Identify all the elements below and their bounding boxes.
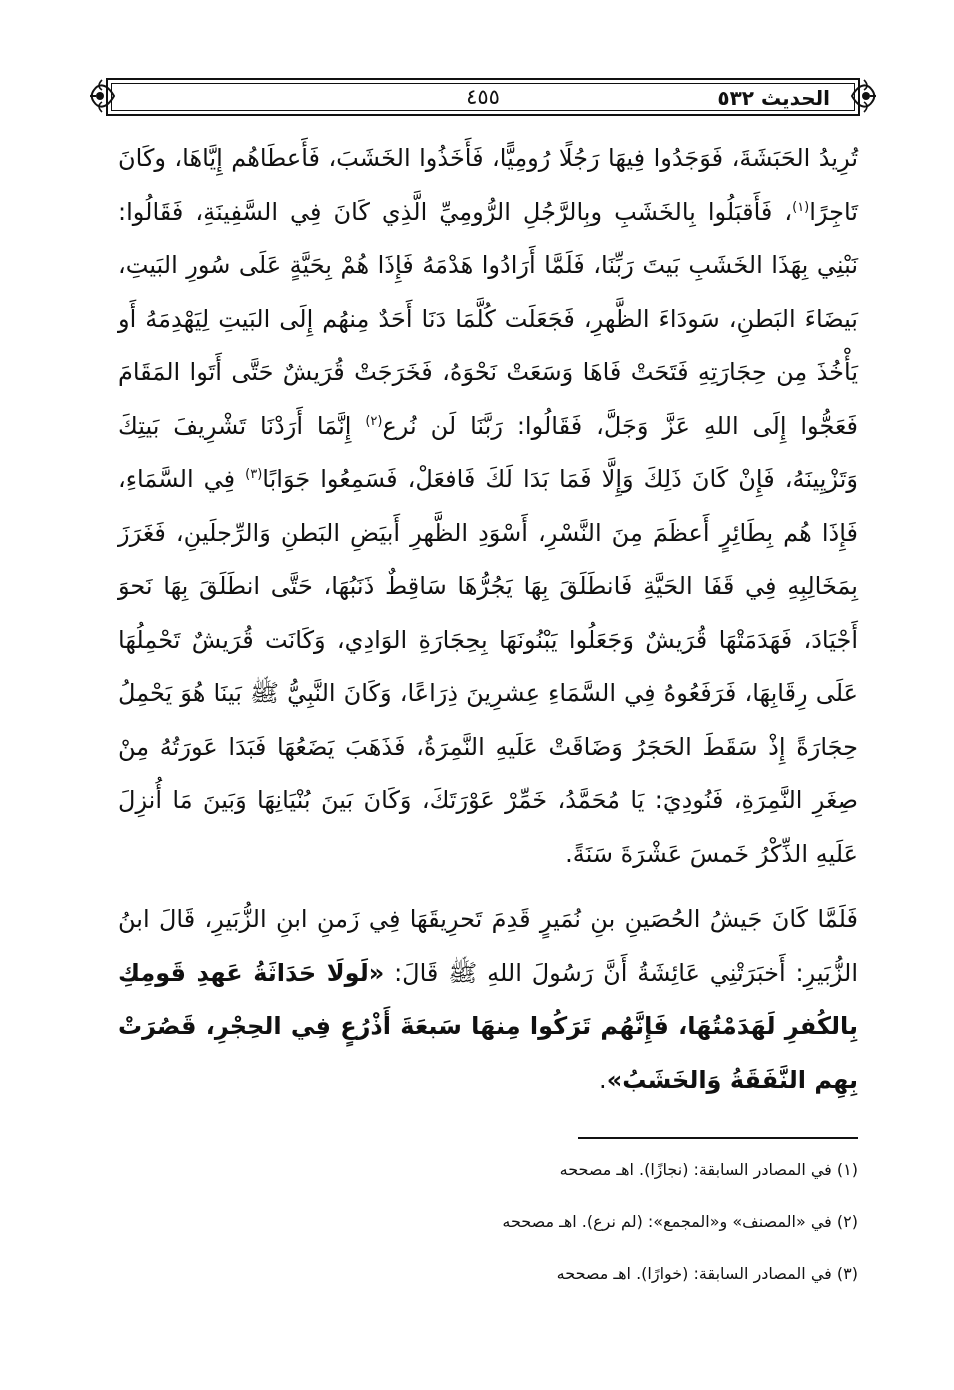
text-run: فَلَمَّا كَانَ جَيشُ الحُصَينِ بنِ نُمَيرٍ قَدِمَ تَحرِيقَهَا فِي زَمنِ ابنِ الزُّبَيرِ، قَالَ ابنُ الزُّبَيرِ: أَخبَرَتْنِي عَائِشَةُ أَنَّ رَسُولَ اللهِ ﷺ قَالَ: — [118, 905, 858, 987]
text-run: فِي السَّمَاءِ، فَإِذَا هُم بِطَائِرٍ أَعظَمَ مِنَ النَّسْرِ، أَسْوَدِ الظَّهرِ أَبيَضِ البَطنِ وَالرِّجلَينِ، فَغَرَزَ بِمَخَالِبِهِ فِي قَفَا الحَيَّةِ فَانطَلَقَ بِهَا يَجُرُّهَا سَاقِطٌ ذَنَبُهَا، حَتَّى انطَلَقَ بِهَا نَحوَ أَجْيَادَ، فَهَدَمَتْهَا قُرَيشٌ وَجَعَلُوا يَبْنُونَهَا بِحِجَارَةِ الوَادِي، وَكَانَت قُرَيشٌ تَحْمِلُهَا عَلَى رِقَابِهَا، فَرَفَعُوهُ فِي السَّمَاءِ عِشرِينَ ذِرَاعًا، وَكَانَ النَّبِيُّ ﷺ بَينَا هُوَ يَحْمِلُ حِجَارَةً إِذْ سَقَطَ الحَجَرُ وَضَاقَتْ عَلَيهِ النَّمِرَةُ، فَذَهَبَ يَضَعُهَا فَبَدَا عَورَتُهُ مِنْ صِغَرِ النَّمِرَةِ، فَنُودِيَ: يَا مُحَمَّدُ، خَمِّرْ عَوْرَتَكَ، وَكَانَ بَينَ بُنْيَانِهَا وَبَينَ مَا أُنزِلَ عَلَيهِ الذِّكْرُ خَمسَ عَشْرَةَ سَنَةً. — [118, 465, 858, 868]
footnote-2: (٢) في «المصنف» و«المجمع»: (لم نرع). اهـ مصححه — [502, 1212, 858, 1231]
page-number: ٤٥٥ — [466, 85, 500, 109]
text-run: . — [599, 1065, 607, 1094]
paragraph-2 — [118, 893, 858, 1107]
hadith-title: الحديث ٥٣٢ — [717, 86, 830, 110]
footnote-1: (١) في المصادر السابقة: (نجازًا). اهـ مصححه — [559, 1160, 858, 1179]
footnote-divider — [578, 1137, 858, 1139]
text-run: تُرِيدُ الحَبَشَةَ، فَوَجَدُوا فِيهَا رَجُلًا رُومِيًّا، فَأَخَذُوا الخَشَبَ، فَأَعطَاهُم إِيَّاهَا، وكَانَ تَاجِرًا — [118, 144, 858, 226]
footnote-ref-1: (١) — [792, 199, 810, 215]
footnotes — [358, 1152, 858, 1308]
paragraph-1 — [118, 132, 858, 881]
page-header — [88, 72, 878, 124]
footnote-ref-2: (٢) — [365, 413, 383, 429]
text-run: ، فَأَقبَلُوا بِالخَشَبِ وبِالرَّجُلِ الرُّومِيِّ الَّذِي كَانَ فِي السَّفِينَةِ، فَقَالُوا: نَبْنِي بِهَذَا الخَشَبِ بَيتَ رَبِّنَا، فَلَمَّا أَرَادُوا هَدْمَهُ فَإِذَا هُمْ بِحَيَّةٍ عَلَى سُورِ البَيتِ، بَيضَاءَ البَطنِ، سَودَاءَ الظَّهرِ، فَجَعَلَت كُلَّمَا دَنَا أَحَدٌ مِنهُم إِلَى البَيتِ لِيَهْدِمَهُ أَو يَأْخُذَ مِن حِجَارَتِهِ فَتَحَتْ فَاهَا وَسَعَتْ نَحْوَهُ، فَخَرَجَتْ قُرَيشٌ حَتَّى أَتَوا المَقَامَ فَعَجُّوا إِلَى اللهِ عَزَّ وَجَلَّ، فَقَالُوا: رَبَّنَا لَن نُرع — [118, 197, 859, 440]
footnote-3: (٣) في المصادر السابقة: (خوارًا). اهـ مصححه — [556, 1264, 858, 1283]
text-run: إِنَّمَا أَرَدْنَا تَشْرِيفَ بَيتِكَ وَتَزْيِينَهُ، فَإِنْ كَانَ ذَلِكَ وَإِلَّا فَمَا بَدَا لَكَ فَافعَلْ، فَسَمِعُوا جَوَابًا — [118, 411, 858, 493]
footnote-ref-3: (٣) — [245, 467, 263, 482]
main-text — [118, 132, 858, 1107]
hadith-quote: «لَولَا حَدَاثَةُ عَهدِ قَومِكِ بِالكُفرِ لَهَدَمْتُهَا، فَإِنَّهُم تَرَكُوا مِنهَا سَبعَةَ أَذْرُعٍ فِي الحِجْرِ، قَصُرَتْ بِهِم النَّفَقَةُ وَالخَشَبُ» — [118, 958, 858, 1094]
